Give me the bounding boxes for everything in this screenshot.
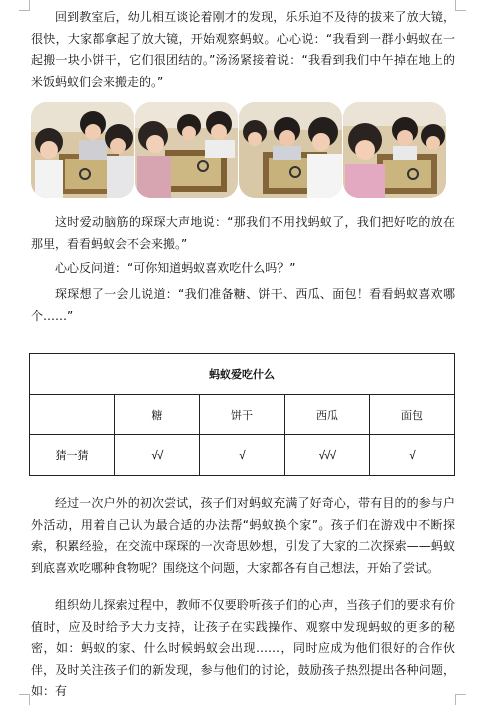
table-cell-sugar-marks: √√ bbox=[115, 435, 200, 476]
table-header-sugar: 糖 bbox=[115, 395, 200, 435]
table-row-label: 猜一猜 bbox=[30, 435, 115, 476]
photo-children-magnifier-3 bbox=[239, 102, 342, 198]
table-header-biscuit: 饼干 bbox=[200, 395, 285, 435]
photo-strip bbox=[31, 102, 445, 198]
table-header-empty bbox=[30, 395, 115, 435]
table-header-bread: 面包 bbox=[370, 395, 455, 435]
paragraph-discussion: 回到教室后，幼儿相互谈论着刚才的发现，乐乐迫不及待的拔来了放大镜，很快，大家都拿起了放大镜，开始观察蚂蚁。心心说：“我看到一群小蚂蚁在一起搬一块小饼干，它们很团结的。”汤汤紧接着说：“我看到我们中午掉在地上的米饭蚂蚁们会来搬走的。” bbox=[31, 10, 455, 89]
table-cell-biscuit-marks: √ bbox=[200, 435, 285, 476]
page-corner-mark bbox=[455, 694, 466, 705]
page-corner-mark bbox=[19, 694, 30, 705]
page-corner-mark bbox=[19, 0, 30, 11]
table-title: 蚂蚁爱吃什么 bbox=[30, 354, 455, 395]
table-title-row bbox=[30, 354, 455, 395]
paragraph-chenchen-idea: 这时爱动脑筋的琛琛大声地说：“那我们不用找蚂蚁了，我们把好吃的放在那里，看看蚂蚁会不会来搬。” bbox=[31, 215, 455, 251]
table-header-row bbox=[30, 395, 455, 435]
photo-children-magnifier-4 bbox=[343, 102, 446, 198]
paragraph-xinxin-question: 心心反问道：“可你知道蚂蚁喜欢吃什么吗？” bbox=[55, 261, 296, 275]
table-row bbox=[30, 435, 455, 476]
paragraph-chenchen-plan: 琛琛想了一会儿说道：“我们准备糖、饼干、西瓜、面包！看看蚂蚁喜欢哪个……” bbox=[31, 287, 455, 323]
photo-children-magnifier-1 bbox=[31, 102, 134, 198]
table-header-watermelon: 西瓜 bbox=[285, 395, 370, 435]
photo-children-magnifier-2 bbox=[135, 102, 238, 198]
page-corner-mark bbox=[455, 0, 466, 11]
table-cell-bread-marks: √ bbox=[370, 435, 455, 476]
table-cell-watermelon-marks: √√√ bbox=[285, 435, 370, 476]
ant-food-table bbox=[29, 353, 455, 476]
paragraph-reflection: 经过一次户外的初次尝试，孩子们对蚂蚁充满了好奇心，带有目的的参与户外活动，用着自己认为最合适的办法帮“蚂蚁换个家”。孩子们在游戏中不断探索，积累经验，在交流中琛琛的一次奇思妙想，引发了大家的二次探索——蚂蚁到底喜欢吃哪种食物呢？围绕这个问题，大家都各有自己想法，开始了尝试。 bbox=[31, 496, 455, 575]
paragraph-teacher-role: 组织幼儿探索过程中，教师不仅要聆听孩子们的心声，当孩子们的要求有价值时，应及时给予大力支持，让孩子在实践操作、观察中发现蚂蚁的更多的秘密，如：蚂蚁的家、什么时候蚂蚁会出现……，同时应成为他们很好的合作伙伴，及时关注孩子们的新发现，参与他们的讨论，鼓励孩子热烈提出各种问题，如：有 bbox=[31, 598, 455, 698]
